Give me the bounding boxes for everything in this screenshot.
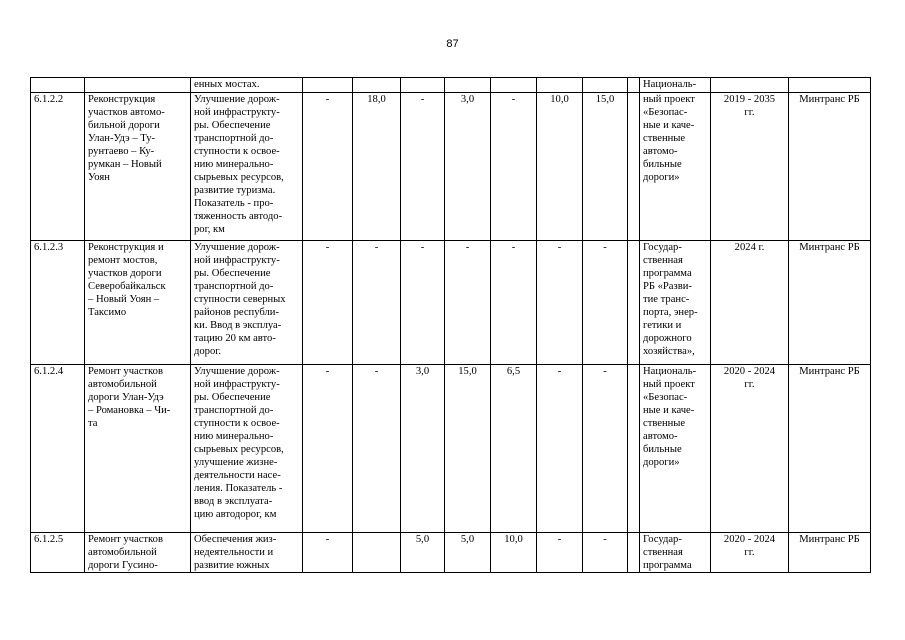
cell-line: ры. Обеспечение [194,392,271,403]
cell-line: та [88,418,98,429]
value-cell: - [537,365,583,533]
value-cell: - [491,93,537,241]
cell-line: тяженность автодо- [194,211,283,222]
program-cell [640,533,711,573]
value-cell: - [401,241,445,365]
cell-line: Улучшение дорож- [194,366,280,377]
measure-name [85,93,191,241]
value-cell: - [353,241,401,365]
cell-line: Уоян [88,172,110,183]
measure-name [85,533,191,573]
value-cell: 5,0 [445,533,491,573]
spacer-cell [628,365,640,533]
value-cell: - [537,533,583,573]
period-cell [711,365,789,533]
cell-line: ный проект [643,94,695,105]
cell-line: цию автодорог, км [194,509,277,520]
cell-line: хозяйства», [643,346,695,357]
measure-name [85,241,191,365]
cell-line: ры. Обеспечение [194,268,271,279]
cell-line: рог, км [194,224,225,235]
cell-line: ления. Показатель - [194,483,283,494]
table-row [31,93,871,241]
cell-line: РБ «Разви- [643,281,692,292]
cell-line: дороги Улан-Удэ [88,392,164,403]
goal-cell: енных мостах. [191,78,303,93]
cell-line: 2020 - 2024 [723,366,776,377]
measure-goal [191,241,303,365]
measure-goal [191,93,303,241]
cell-line: программа [643,268,692,279]
cell-line: бильные [643,159,682,170]
cell-line: дороги» [643,457,680,468]
cell-line: Реконструкция [88,94,156,105]
table-row [31,533,871,573]
cell-line: Улучшение дорож- [194,94,280,105]
cell-line: деятельности насе- [194,470,281,481]
cell-line: гг. [744,107,755,118]
measure-goal [191,533,303,573]
cell-line: развитие туризма. [194,185,276,196]
cell-line: румкан – Новый [88,159,162,170]
cell-line: ственная [643,255,683,266]
table-row [31,78,871,93]
value-cell: 5,0 [401,533,445,573]
cell-line: ственная [643,547,683,558]
cell-line: рунтаево – Ку- [88,146,155,157]
spacer-cell [628,533,640,573]
spacer-cell [628,93,640,241]
cell-line: тие транс- [643,294,690,305]
cell-line: дороги» [643,172,680,183]
cell-line: тацию 20 км авто- [194,333,276,344]
cell-line: Националь- [643,366,697,377]
cell-line: ственные [643,418,686,429]
period-cell [711,533,789,573]
value-cell: - [303,93,353,241]
measure-code: 6.1.2.2 [31,93,85,241]
value-cell: - [401,93,445,241]
measure-code: 6.1.2.4 [31,365,85,533]
program-cell: Националь- [640,78,711,93]
cell-line: ремонт мостов, [88,255,158,266]
cell-line: программа [643,560,692,571]
cell-line: Улан-Удэ – Ту- [88,133,156,144]
cell-line: гг. [744,547,755,558]
cell-line: бильные [643,444,682,455]
value-cell: - [583,241,628,365]
cell-line: ные и каче- [643,405,695,416]
cell-line: ввод в эксплуата- [194,496,273,507]
measure-name [85,365,191,533]
page-number: 87 [446,38,459,50]
period-cell [711,93,789,241]
period-cell [711,241,789,365]
cell-line: «Безопас- [643,107,688,118]
cell-line: – Новый Уоян – [88,294,160,305]
cell-line: Реконструкция и [88,242,164,253]
value-cell: 10,0 [537,93,583,241]
cell-line: Таксимо [88,307,127,318]
executor-cell: Минтранс РБ [789,365,871,533]
cell-line: 2019 - 2035 [723,94,776,105]
cell-line: 2024 г. [734,242,765,253]
value-cell: 3,0 [401,365,445,533]
cell-line: транспортной до- [194,281,274,292]
cell-line: ступности к освое- [194,418,280,429]
value-cell: 15,0 [583,93,628,241]
value-cell: 10,0 [491,533,537,573]
cell-line: Государ- [643,242,682,253]
cell-line: районов республи- [194,307,279,318]
cell-line: автомо- [643,431,678,442]
cell-line: нию минерально- [194,431,274,442]
value-cell: - [537,241,583,365]
value-cell: 6,5 [491,365,537,533]
cell-line: Показатель - про- [194,198,274,209]
cell-line: бильной дороги [88,120,160,131]
cell-line: дорожного [643,333,692,344]
value-cell: 15,0 [445,365,491,533]
cell-line: участков дороги [88,268,162,279]
cell-line: Ремонт участков [88,366,163,377]
cell-line: – Романовка – Чи- [88,405,171,416]
cell-line: Улучшение дорож- [194,242,280,253]
cell-line: гг. [744,379,755,390]
cell-line: ственные [643,133,686,144]
cell-line: Государ- [643,534,682,545]
cell-line: сырьевых ресурсов, [194,444,284,455]
cell-line: дороги Гусино- [88,560,158,571]
cell-line: ной инфраструкту- [194,255,280,266]
table-cell [85,78,191,93]
measure-code: 6.1.2.5 [31,533,85,573]
cell-line: «Безопас- [643,392,688,403]
executor-cell: Минтранс РБ [789,533,871,573]
cell-line: 2020 - 2024 [723,534,776,545]
measures-table [30,77,871,573]
cell-line: ступности северных [194,294,286,305]
cell-line: ные и каче- [643,120,695,131]
table-row [31,241,871,365]
cell-line: автомо- [643,146,678,157]
cell-line: ры. Обеспечение [194,120,271,131]
table-cell [31,78,85,93]
cell-line: развитие южных [194,560,270,571]
value-cell: - [353,365,401,533]
value-cell: - [445,241,491,365]
value-cell: - [491,241,537,365]
value-cell: - [303,241,353,365]
cell-line: автомобильной [88,379,157,390]
executor-cell: Минтранс РБ [789,93,871,241]
cell-line: недеятельности и [194,547,274,558]
cell-line: ный проект [643,379,695,390]
cell-line: Северобайкальск [88,281,166,292]
value-cell: - [303,533,353,573]
value-cell: - [583,533,628,573]
cell-line: ной инфраструкту- [194,107,280,118]
table-row [31,365,871,533]
cell-line: ступности к освое- [194,146,280,157]
value-cell: - [303,365,353,533]
executor-cell: Минтранс РБ [789,241,871,365]
cell-line: ной инфраструкту- [194,379,280,390]
value-cell: 18,0 [353,93,401,241]
cell-line: участков автомо- [88,107,165,118]
spacer-cell [628,241,640,365]
cell-line: сырьевых ресурсов, [194,172,284,183]
cell-line: Ремонт участков [88,534,163,545]
cell-line: транспортной до- [194,405,274,416]
program-cell [640,365,711,533]
measure-goal [191,365,303,533]
cell-line: улучшение жизне- [194,457,278,468]
cell-line: порта, энер- [643,307,698,318]
cell-line: автомобильной [88,547,157,558]
value-cell: - [583,365,628,533]
program-cell [640,241,711,365]
measure-code: 6.1.2.3 [31,241,85,365]
cell-line: Обеспечения жиз- [194,534,277,545]
value-cell: 3,0 [445,93,491,241]
cell-line: дорог. [194,346,222,357]
cell-line: гетики и [643,320,682,331]
cell-line: транспортной до- [194,133,274,144]
cell-line: нию минерально- [194,159,274,170]
cell-line: ки. Ввод в эксплуа- [194,320,282,331]
value-cell [353,533,401,573]
program-cell [640,93,711,241]
